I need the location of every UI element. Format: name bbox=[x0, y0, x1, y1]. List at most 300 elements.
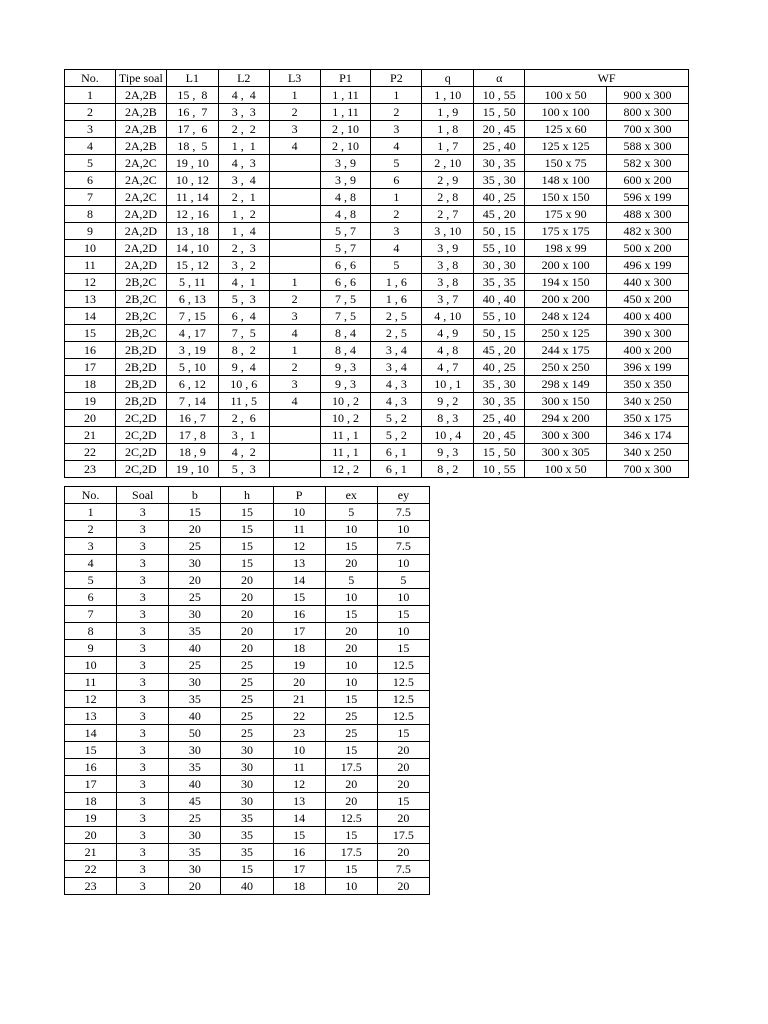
cell-p2: 6 bbox=[371, 172, 422, 189]
cell-b: 35 bbox=[169, 691, 221, 708]
cell-wf-1: 175 x 90 bbox=[525, 206, 607, 223]
cell-tipe-soal: 2A,2B bbox=[115, 87, 166, 104]
table-row bbox=[65, 427, 689, 444]
cell-l1: 16 , 7 bbox=[166, 104, 218, 121]
cell-alpha: 20 , 45 bbox=[474, 427, 525, 444]
cell-no: 3 bbox=[65, 121, 116, 138]
cell-wf-2: 500 x 200 bbox=[607, 240, 689, 257]
assignment-table-2 bbox=[64, 486, 430, 895]
cell-l1: 15 , 8 bbox=[166, 87, 218, 104]
cell-q: 1 , 10 bbox=[422, 87, 474, 104]
cell-wf-1: 100 x 100 bbox=[525, 104, 607, 121]
cell-l2: 5 , 3 bbox=[218, 461, 269, 478]
cell-tipe-soal: 2B,2D bbox=[115, 342, 166, 359]
cell-wf-1: 294 x 200 bbox=[525, 410, 607, 427]
cell-b: 30 bbox=[169, 861, 221, 878]
cell-wf-1: 250 x 250 bbox=[525, 359, 607, 376]
cell-p2: 5 bbox=[371, 155, 422, 172]
cell-q: 2 , 9 bbox=[422, 172, 474, 189]
cell-b: 35 bbox=[169, 844, 221, 861]
cell-ex: 5 bbox=[325, 572, 377, 589]
cell-no: 6 bbox=[65, 589, 117, 606]
cell-h: 20 bbox=[221, 572, 273, 589]
cell-p: 13 bbox=[273, 793, 325, 810]
cell-soal: 3 bbox=[117, 759, 169, 776]
cell-l3: 4 bbox=[269, 325, 320, 342]
cell-alpha: 35 , 30 bbox=[474, 172, 525, 189]
cell-wf-2: 582 x 300 bbox=[607, 155, 689, 172]
cell-ex: 25 bbox=[325, 708, 377, 725]
cell-no: 15 bbox=[65, 742, 117, 759]
cell-no: 21 bbox=[65, 427, 116, 444]
cell-q: 2 , 10 bbox=[422, 155, 474, 172]
cell-wf-1: 300 x 305 bbox=[525, 444, 607, 461]
cell-wf-1: 150 x 75 bbox=[525, 155, 607, 172]
cell-h: 35 bbox=[221, 810, 273, 827]
cell-ex: 10 bbox=[325, 674, 377, 691]
table-row bbox=[65, 759, 430, 776]
cell-q: 8 , 3 bbox=[422, 410, 474, 427]
cell-wf-1: 148 x 100 bbox=[525, 172, 607, 189]
cell-no: 5 bbox=[65, 155, 116, 172]
cell-l3: 2 bbox=[269, 359, 320, 376]
cell-h: 35 bbox=[221, 827, 273, 844]
cell-l1: 17 , 8 bbox=[166, 427, 218, 444]
table-row bbox=[65, 325, 689, 342]
cell-wf-1: 250 x 125 bbox=[525, 325, 607, 342]
cell-ey: 7.5 bbox=[377, 504, 429, 521]
cell-l2: 1 , 4 bbox=[218, 223, 269, 240]
cell-ex: 20 bbox=[325, 640, 377, 657]
cell-p: 10 bbox=[273, 742, 325, 759]
cell-p2: 1 bbox=[371, 189, 422, 206]
cell-l3 bbox=[269, 206, 320, 223]
cell-ex: 25 bbox=[325, 725, 377, 742]
cell-ex: 20 bbox=[325, 776, 377, 793]
cell-wf-1: 194 x 150 bbox=[525, 274, 607, 291]
cell-ex: 20 bbox=[325, 555, 377, 572]
cell-soal: 3 bbox=[117, 589, 169, 606]
cell-no: 1 bbox=[65, 504, 117, 521]
cell-l2: 1 , 1 bbox=[218, 138, 269, 155]
cell-no: 23 bbox=[65, 461, 116, 478]
cell-p: 17 bbox=[273, 623, 325, 640]
cell-l2: 4 , 4 bbox=[218, 87, 269, 104]
cell-q: 4 , 9 bbox=[422, 325, 474, 342]
cell-p2: 2 , 5 bbox=[371, 325, 422, 342]
cell-h: 15 bbox=[221, 861, 273, 878]
cell-l1: 7 , 15 bbox=[166, 308, 218, 325]
cell-q: 3 , 8 bbox=[422, 274, 474, 291]
cell-l1: 19 , 10 bbox=[166, 461, 218, 478]
cell-h: 20 bbox=[221, 606, 273, 623]
cell-b: 40 bbox=[169, 640, 221, 657]
cell-q: 4 , 8 bbox=[422, 342, 474, 359]
cell-p2: 5 bbox=[371, 257, 422, 274]
cell-p2: 6 , 1 bbox=[371, 444, 422, 461]
cell-ex: 15 bbox=[325, 538, 377, 555]
cell-l1: 3 , 19 bbox=[166, 342, 218, 359]
cell-alpha: 15 , 50 bbox=[474, 444, 525, 461]
cell-l3 bbox=[269, 172, 320, 189]
cell-ey: 15 bbox=[377, 725, 429, 742]
cell-l2: 2 , 2 bbox=[218, 121, 269, 138]
cell-tipe-soal: 2A,2D bbox=[115, 223, 166, 240]
cell-l2: 4 , 3 bbox=[218, 155, 269, 172]
table-row bbox=[65, 640, 430, 657]
table-row bbox=[65, 393, 689, 410]
header-alpha: α bbox=[474, 70, 525, 87]
cell-p1: 3 , 9 bbox=[320, 155, 371, 172]
cell-soal: 3 bbox=[117, 555, 169, 572]
cell-wf-2: 400 x 200 bbox=[607, 342, 689, 359]
cell-ex: 15 bbox=[325, 691, 377, 708]
cell-l2: 4 , 1 bbox=[218, 274, 269, 291]
header-no: No. bbox=[65, 70, 116, 87]
cell-p2: 6 , 1 bbox=[371, 461, 422, 478]
cell-l2: 10 , 6 bbox=[218, 376, 269, 393]
cell-ey: 20 bbox=[377, 844, 429, 861]
header-l1: L1 bbox=[166, 70, 218, 87]
cell-q: 1 , 7 bbox=[422, 138, 474, 155]
cell-h: 30 bbox=[221, 776, 273, 793]
cell-wf-2: 700 x 300 bbox=[607, 121, 689, 138]
cell-b: 30 bbox=[169, 555, 221, 572]
cell-no: 22 bbox=[65, 861, 117, 878]
header-l3: L3 bbox=[269, 70, 320, 87]
cell-wf-1: 300 x 300 bbox=[525, 427, 607, 444]
cell-p: 18 bbox=[273, 640, 325, 657]
cell-q: 2 , 7 bbox=[422, 206, 474, 223]
cell-wf-2: 340 x 250 bbox=[607, 393, 689, 410]
cell-ex: 15 bbox=[325, 827, 377, 844]
cell-b: 45 bbox=[169, 793, 221, 810]
cell-ey: 10 bbox=[377, 521, 429, 538]
cell-p1: 12 , 2 bbox=[320, 461, 371, 478]
cell-h: 25 bbox=[221, 691, 273, 708]
cell-p: 11 bbox=[273, 521, 325, 538]
cell-l3 bbox=[269, 155, 320, 172]
cell-no: 18 bbox=[65, 376, 116, 393]
cell-wf-2: 700 x 300 bbox=[607, 461, 689, 478]
table-row bbox=[65, 138, 689, 155]
table-row bbox=[65, 121, 689, 138]
cell-p1: 3 , 9 bbox=[320, 172, 371, 189]
cell-wf-1: 200 x 200 bbox=[525, 291, 607, 308]
cell-tipe-soal: 2A,2C bbox=[115, 172, 166, 189]
cell-b: 15 bbox=[169, 504, 221, 521]
cell-alpha: 25 , 40 bbox=[474, 138, 525, 155]
cell-b: 50 bbox=[169, 725, 221, 742]
cell-l2: 6 , 4 bbox=[218, 308, 269, 325]
cell-l2: 11 , 5 bbox=[218, 393, 269, 410]
cell-tipe-soal: 2B,2D bbox=[115, 393, 166, 410]
cell-p2: 4 bbox=[371, 138, 422, 155]
cell-soal: 3 bbox=[117, 538, 169, 555]
cell-soal: 3 bbox=[117, 521, 169, 538]
cell-h: 25 bbox=[221, 725, 273, 742]
cell-no: 7 bbox=[65, 189, 116, 206]
cell-no: 13 bbox=[65, 708, 117, 725]
cell-h: 30 bbox=[221, 793, 273, 810]
cell-alpha: 35 , 35 bbox=[474, 274, 525, 291]
cell-ex: 15 bbox=[325, 606, 377, 623]
cell-ey: 10 bbox=[377, 623, 429, 640]
table-row bbox=[65, 461, 689, 478]
table-row bbox=[65, 572, 430, 589]
table-row bbox=[65, 691, 430, 708]
table-row bbox=[65, 410, 689, 427]
cell-no: 19 bbox=[65, 393, 116, 410]
cell-b: 40 bbox=[169, 776, 221, 793]
cell-soal: 3 bbox=[117, 572, 169, 589]
cell-p: 20 bbox=[273, 674, 325, 691]
table-row bbox=[65, 376, 689, 393]
cell-wf-2: 400 x 400 bbox=[607, 308, 689, 325]
cell-q: 3 , 10 bbox=[422, 223, 474, 240]
cell-soal: 3 bbox=[117, 878, 169, 895]
cell-p2: 3 , 4 bbox=[371, 342, 422, 359]
table-row bbox=[65, 606, 430, 623]
cell-h: 25 bbox=[221, 708, 273, 725]
header-l2: L2 bbox=[218, 70, 269, 87]
cell-soal: 3 bbox=[117, 674, 169, 691]
table-row bbox=[65, 104, 689, 121]
cell-l2: 8 , 2 bbox=[218, 342, 269, 359]
cell-p1: 10 , 2 bbox=[320, 410, 371, 427]
table-row bbox=[65, 878, 430, 895]
cell-ey: 12.5 bbox=[377, 674, 429, 691]
cell-p: 22 bbox=[273, 708, 325, 725]
table-row bbox=[65, 708, 430, 725]
cell-wf-1: 298 x 149 bbox=[525, 376, 607, 393]
cell-q: 10 , 1 bbox=[422, 376, 474, 393]
cell-wf-2: 600 x 200 bbox=[607, 172, 689, 189]
cell-p: 15 bbox=[273, 589, 325, 606]
cell-wf-2: 588 x 300 bbox=[607, 138, 689, 155]
cell-ey: 10 bbox=[377, 555, 429, 572]
cell-l2: 9 , 4 bbox=[218, 359, 269, 376]
cell-ey: 12.5 bbox=[377, 708, 429, 725]
cell-ey: 12.5 bbox=[377, 657, 429, 674]
cell-p1: 9 , 3 bbox=[320, 376, 371, 393]
cell-p1: 1 , 11 bbox=[320, 87, 371, 104]
cell-h: 15 bbox=[221, 521, 273, 538]
cell-wf-2: 350 x 175 bbox=[607, 410, 689, 427]
table-row bbox=[65, 206, 689, 223]
cell-q: 9 , 2 bbox=[422, 393, 474, 410]
cell-wf-2: 440 x 300 bbox=[607, 274, 689, 291]
cell-tipe-soal: 2B,2C bbox=[115, 308, 166, 325]
cell-h: 25 bbox=[221, 657, 273, 674]
table-row bbox=[65, 444, 689, 461]
table-row bbox=[65, 504, 430, 521]
cell-no: 9 bbox=[65, 640, 117, 657]
cell-no: 3 bbox=[65, 538, 117, 555]
cell-ex: 10 bbox=[325, 657, 377, 674]
cell-l1: 6 , 12 bbox=[166, 376, 218, 393]
assignment-table-1 bbox=[64, 69, 689, 478]
cell-h: 35 bbox=[221, 844, 273, 861]
cell-alpha: 55 , 10 bbox=[474, 240, 525, 257]
cell-no: 11 bbox=[65, 257, 116, 274]
cell-l3: 1 bbox=[269, 87, 320, 104]
cell-no: 11 bbox=[65, 674, 117, 691]
cell-l1: 14 , 10 bbox=[166, 240, 218, 257]
cell-soal: 3 bbox=[117, 623, 169, 640]
cell-b: 25 bbox=[169, 657, 221, 674]
cell-no: 1 bbox=[65, 87, 116, 104]
cell-h: 30 bbox=[221, 742, 273, 759]
cell-q: 2 , 8 bbox=[422, 189, 474, 206]
cell-l1: 10 , 12 bbox=[166, 172, 218, 189]
cell-ex: 15 bbox=[325, 861, 377, 878]
cell-p: 12 bbox=[273, 538, 325, 555]
cell-q: 1 , 8 bbox=[422, 121, 474, 138]
cell-p2: 4 , 3 bbox=[371, 393, 422, 410]
cell-wf-1: 150 x 150 bbox=[525, 189, 607, 206]
cell-q: 4 , 7 bbox=[422, 359, 474, 376]
cell-p: 12 bbox=[273, 776, 325, 793]
cell-alpha: 40 , 25 bbox=[474, 359, 525, 376]
cell-p1: 7 , 5 bbox=[320, 308, 371, 325]
cell-wf-2: 496 x 199 bbox=[607, 257, 689, 274]
cell-b: 20 bbox=[169, 521, 221, 538]
cell-alpha: 45 , 20 bbox=[474, 342, 525, 359]
cell-l1: 5 , 11 bbox=[166, 274, 218, 291]
cell-h: 20 bbox=[221, 640, 273, 657]
cell-q: 4 , 10 bbox=[422, 308, 474, 325]
cell-p1: 11 , 1 bbox=[320, 427, 371, 444]
cell-ey: 15 bbox=[377, 793, 429, 810]
cell-b: 25 bbox=[169, 589, 221, 606]
cell-l1: 19 , 10 bbox=[166, 155, 218, 172]
cell-no: 2 bbox=[65, 104, 116, 121]
cell-l2: 3 , 3 bbox=[218, 104, 269, 121]
cell-p2: 4 , 3 bbox=[371, 376, 422, 393]
cell-alpha: 50 , 15 bbox=[474, 223, 525, 240]
cell-p: 16 bbox=[273, 606, 325, 623]
cell-p1: 5 , 7 bbox=[320, 240, 371, 257]
table-row bbox=[65, 844, 430, 861]
cell-p2: 3 , 4 bbox=[371, 359, 422, 376]
cell-l1: 18 , 9 bbox=[166, 444, 218, 461]
cell-wf-2: 396 x 199 bbox=[607, 359, 689, 376]
cell-alpha: 50 , 15 bbox=[474, 325, 525, 342]
cell-l3 bbox=[269, 223, 320, 240]
cell-no: 6 bbox=[65, 172, 116, 189]
cell-no: 2 bbox=[65, 521, 117, 538]
cell-ex: 10 bbox=[325, 521, 377, 538]
table-2-header-row bbox=[65, 487, 430, 504]
cell-h: 40 bbox=[221, 878, 273, 895]
cell-alpha: 45 , 20 bbox=[474, 206, 525, 223]
cell-wf-1: 200 x 100 bbox=[525, 257, 607, 274]
cell-l3 bbox=[269, 444, 320, 461]
cell-b: 25 bbox=[169, 810, 221, 827]
cell-q: 3 , 9 bbox=[422, 240, 474, 257]
cell-ex: 10 bbox=[325, 878, 377, 895]
cell-q: 10 , 4 bbox=[422, 427, 474, 444]
cell-ex: 20 bbox=[325, 623, 377, 640]
cell-ey: 20 bbox=[377, 878, 429, 895]
cell-h: 15 bbox=[221, 555, 273, 572]
cell-wf-2: 390 x 300 bbox=[607, 325, 689, 342]
cell-soal: 3 bbox=[117, 776, 169, 793]
cell-ey: 7.5 bbox=[377, 538, 429, 555]
cell-h: 15 bbox=[221, 538, 273, 555]
cell-l2: 2 , 3 bbox=[218, 240, 269, 257]
table-row bbox=[65, 155, 689, 172]
cell-no: 23 bbox=[65, 878, 117, 895]
cell-tipe-soal: 2C,2D bbox=[115, 461, 166, 478]
cell-l2: 2 , 1 bbox=[218, 189, 269, 206]
cell-soal: 3 bbox=[117, 691, 169, 708]
cell-b: 40 bbox=[169, 708, 221, 725]
cell-q: 9 , 3 bbox=[422, 444, 474, 461]
header-b: b bbox=[169, 487, 221, 504]
table-row bbox=[65, 538, 430, 555]
cell-p: 11 bbox=[273, 759, 325, 776]
cell-ey: 20 bbox=[377, 810, 429, 827]
header-p2: P2 bbox=[371, 70, 422, 87]
cell-h: 20 bbox=[221, 623, 273, 640]
cell-alpha: 40 , 40 bbox=[474, 291, 525, 308]
cell-p: 14 bbox=[273, 572, 325, 589]
cell-soal: 3 bbox=[117, 827, 169, 844]
table-1-body bbox=[65, 87, 689, 478]
cell-ey: 15 bbox=[377, 640, 429, 657]
cell-alpha: 40 , 25 bbox=[474, 189, 525, 206]
cell-b: 25 bbox=[169, 538, 221, 555]
cell-tipe-soal: 2B,2D bbox=[115, 359, 166, 376]
cell-l3: 4 bbox=[269, 138, 320, 155]
cell-soal: 3 bbox=[117, 793, 169, 810]
cell-soal: 3 bbox=[117, 861, 169, 878]
cell-l1: 11 , 14 bbox=[166, 189, 218, 206]
table-row bbox=[65, 827, 430, 844]
cell-b: 30 bbox=[169, 674, 221, 691]
cell-p: 17 bbox=[273, 861, 325, 878]
cell-alpha: 10 , 55 bbox=[474, 87, 525, 104]
table-row bbox=[65, 308, 689, 325]
cell-p1: 4 , 8 bbox=[320, 189, 371, 206]
cell-p1: 2 , 10 bbox=[320, 121, 371, 138]
cell-wf-2: 800 x 300 bbox=[607, 104, 689, 121]
cell-p1: 6 , 6 bbox=[320, 274, 371, 291]
cell-l2: 2 , 6 bbox=[218, 410, 269, 427]
cell-p: 15 bbox=[273, 827, 325, 844]
cell-soal: 3 bbox=[117, 725, 169, 742]
cell-no: 8 bbox=[65, 206, 116, 223]
cell-ex: 15 bbox=[325, 742, 377, 759]
cell-l3: 2 bbox=[269, 291, 320, 308]
cell-l1: 6 , 13 bbox=[166, 291, 218, 308]
cell-ey: 10 bbox=[377, 589, 429, 606]
cell-wf-2: 350 x 350 bbox=[607, 376, 689, 393]
cell-ey: 7.5 bbox=[377, 861, 429, 878]
cell-h: 25 bbox=[221, 674, 273, 691]
cell-ey: 20 bbox=[377, 776, 429, 793]
cell-tipe-soal: 2A,2B bbox=[115, 138, 166, 155]
cell-h: 15 bbox=[221, 504, 273, 521]
cell-l3 bbox=[269, 257, 320, 274]
cell-alpha: 20 , 45 bbox=[474, 121, 525, 138]
cell-p2: 2 bbox=[371, 104, 422, 121]
cell-no: 22 bbox=[65, 444, 116, 461]
cell-wf-1: 198 x 99 bbox=[525, 240, 607, 257]
cell-soal: 3 bbox=[117, 844, 169, 861]
